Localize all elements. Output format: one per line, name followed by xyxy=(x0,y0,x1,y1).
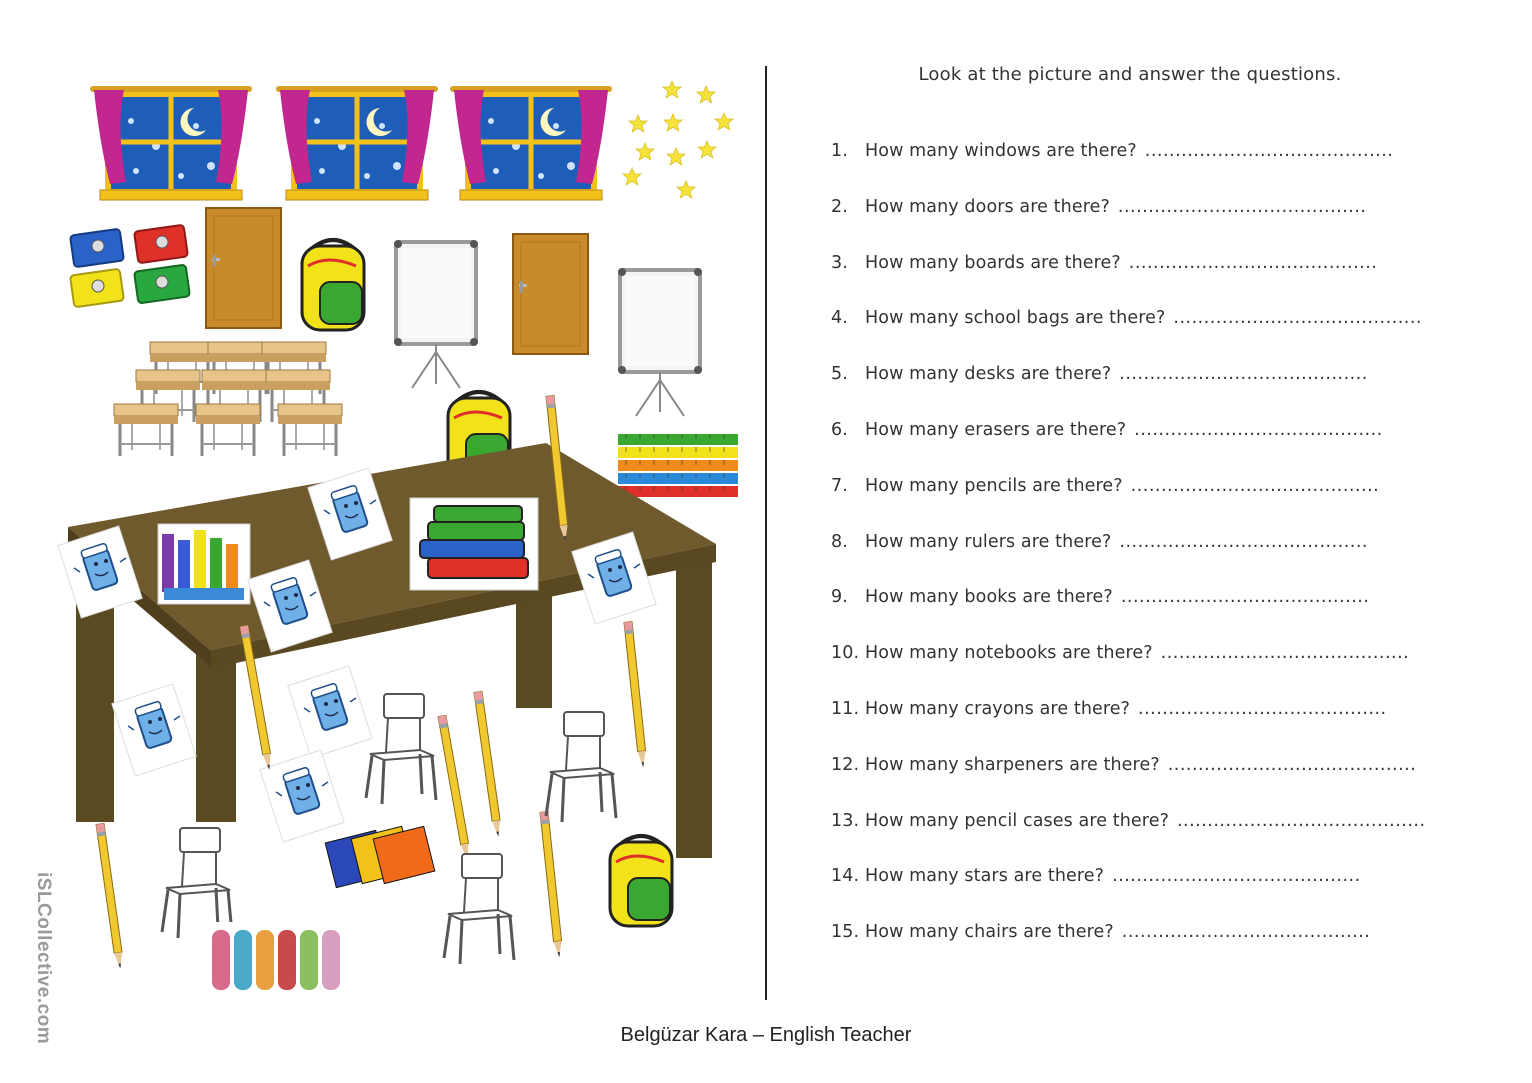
question-row xyxy=(831,136,1393,166)
question-row xyxy=(831,527,1368,557)
question-number: 11. xyxy=(831,699,860,719)
board-item xyxy=(394,240,478,388)
question-row xyxy=(831,694,1387,724)
column-divider xyxy=(765,66,767,1000)
eraser-item xyxy=(288,666,372,758)
question-text: How many school bags are there? xyxy=(865,308,1166,329)
classroom-picture xyxy=(0,0,760,1083)
board-1 xyxy=(394,240,478,388)
question-number: 6. xyxy=(831,420,848,440)
crayons-card xyxy=(158,524,250,604)
question-row xyxy=(831,638,1409,668)
eraser-item xyxy=(260,750,344,842)
question-number: 10. xyxy=(831,643,860,664)
chair-item xyxy=(162,828,232,938)
question-row xyxy=(831,415,1383,445)
window-item xyxy=(90,86,252,200)
star-item xyxy=(664,114,682,131)
answer-line[interactable]: ......................................... xyxy=(1112,866,1361,887)
question-number: 5. xyxy=(831,364,848,385)
watermark-text: iSLCollective.com xyxy=(33,872,54,1045)
answer-line[interactable]: ......................................... xyxy=(1138,699,1387,719)
question-number: 3. xyxy=(831,252,848,273)
question-text: How many books are there? xyxy=(865,587,1113,608)
answer-line[interactable]: ......................................... xyxy=(1144,141,1394,161)
star-item xyxy=(697,86,715,103)
answer-line[interactable]: ......................................... xyxy=(1167,754,1417,775)
question-text: How many boards are there? xyxy=(865,252,1121,273)
answer-line[interactable]: ......................................... xyxy=(1134,420,1383,440)
eraser-item xyxy=(112,684,196,776)
question-number: 14. xyxy=(831,866,860,887)
question-row xyxy=(831,359,1368,389)
question-row xyxy=(831,806,1426,836)
pencil-item xyxy=(438,715,471,860)
door-2 xyxy=(513,234,588,354)
question-row xyxy=(831,248,1377,278)
door-1 xyxy=(206,208,281,328)
bag-item xyxy=(610,836,672,926)
question-text: How many pencil cases are there? xyxy=(865,810,1169,831)
answer-line[interactable]: ......................................... xyxy=(1119,531,1368,552)
notebooks-group xyxy=(325,826,435,887)
question-text: How many erasers are there? xyxy=(865,420,1127,440)
question-row xyxy=(831,917,1370,947)
question-row xyxy=(831,303,1422,333)
star-item xyxy=(715,113,733,130)
window-1 xyxy=(90,86,252,200)
star-item xyxy=(698,141,716,158)
question-row xyxy=(831,471,1379,501)
star-item xyxy=(629,115,647,132)
pencil-item xyxy=(474,691,502,837)
question-number: 4. xyxy=(831,308,848,329)
question-number: 7. xyxy=(831,475,848,496)
board-2 xyxy=(618,268,702,416)
question-text: How many pencils are there? xyxy=(865,475,1123,496)
star-item xyxy=(677,181,695,198)
question-row xyxy=(831,192,1366,222)
sharpeners-group xyxy=(70,225,190,308)
table xyxy=(68,443,716,858)
school-bag-1 xyxy=(302,240,364,330)
answer-line[interactable]: ......................................... xyxy=(1117,196,1367,217)
rulers-group xyxy=(618,434,738,497)
question-number: 15. xyxy=(831,922,860,943)
question-number: 8. xyxy=(831,531,848,552)
desks-group xyxy=(114,342,342,456)
star-item xyxy=(623,168,641,185)
stars-group xyxy=(623,81,733,198)
window-3 xyxy=(450,86,612,200)
board-item xyxy=(618,268,702,416)
instruction-text: Look at the picture and answer the questions. xyxy=(918,64,1342,85)
pencil-item xyxy=(624,622,647,768)
question-number: 12. xyxy=(831,754,860,775)
question-text: How many windows are there? xyxy=(865,141,1137,161)
chair-item xyxy=(546,712,616,822)
answer-line[interactable]: ......................................... xyxy=(1130,475,1380,496)
school-bag-3 xyxy=(610,836,672,926)
question-text: How many desks are there? xyxy=(865,364,1112,385)
bag-item xyxy=(302,240,364,330)
question-text: How many crayons are there? xyxy=(865,699,1131,719)
question-text: How many rulers are there? xyxy=(865,531,1112,552)
question-number: 1. xyxy=(831,141,848,161)
question-number: 9. xyxy=(831,587,848,608)
author-footer: Belgüzar Kara – English Teacher xyxy=(620,1024,912,1046)
answer-line[interactable]: ......................................... xyxy=(1119,364,1368,385)
question-text: How many notebooks are there? xyxy=(865,643,1153,664)
question-number: 2. xyxy=(831,196,848,217)
star-item xyxy=(636,143,654,160)
question-row xyxy=(831,861,1361,891)
question-text: How many sharpeners are there? xyxy=(865,754,1160,775)
desk-item xyxy=(196,404,260,456)
question-text: How many chairs are there? xyxy=(865,922,1114,943)
answer-line[interactable]: ......................................... xyxy=(1176,810,1426,831)
answer-line[interactable]: ......................................... xyxy=(1173,308,1422,329)
star-item xyxy=(667,148,685,165)
answer-line[interactable]: ......................................... xyxy=(1128,252,1378,273)
chair-item xyxy=(366,694,436,804)
answer-line[interactable]: ......................................... xyxy=(1121,922,1371,943)
window-item xyxy=(276,86,438,200)
question-row xyxy=(831,582,1369,612)
watermark xyxy=(30,872,54,1062)
question-text: How many doors are there? xyxy=(865,196,1110,217)
answer-line[interactable]: ......................................... xyxy=(1120,587,1370,608)
question-number: 13. xyxy=(831,810,860,831)
question-row xyxy=(831,750,1416,780)
star-item xyxy=(663,81,681,98)
pencil-item xyxy=(540,812,563,958)
window-2 xyxy=(276,86,438,200)
question-text: How many stars are there? xyxy=(865,866,1105,887)
window-item xyxy=(450,86,612,200)
answer-line[interactable]: ......................................... xyxy=(1160,643,1410,664)
desk-item xyxy=(278,404,342,456)
books-card xyxy=(410,498,538,590)
pencil-cases-group xyxy=(208,922,346,994)
pencil-item xyxy=(96,823,124,969)
chair-item xyxy=(444,854,514,964)
desk-item xyxy=(114,404,178,456)
